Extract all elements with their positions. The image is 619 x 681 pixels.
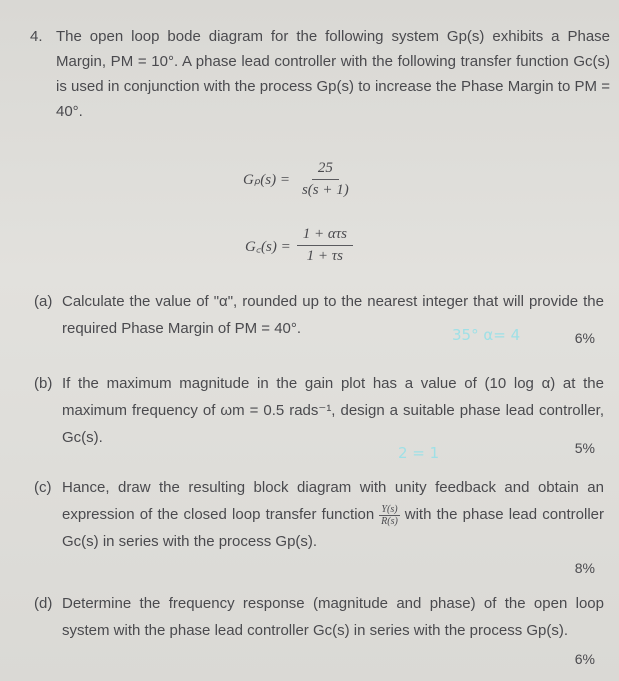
part-a-handwriting: 35° α= 4 xyxy=(452,326,521,344)
part-b-text: If the maximum magnitude in the gain plot has a value of (10 log α) at the maximum frequency of ωm = 0.5 rads⁻¹, design a suitable phase lead controller, Gc(s). xyxy=(62,375,604,446)
equation-gp-denominator: s(s + 1) xyxy=(301,182,349,198)
part-c-mark: 8% xyxy=(574,560,595,576)
closed-loop-numerator: Y(s) xyxy=(381,503,398,515)
part-c-label: (c) xyxy=(34,479,52,496)
closed-loop-denominator: R(s) xyxy=(381,515,398,527)
part-b-mark: 5% xyxy=(574,440,595,456)
question-4 xyxy=(30,24,610,124)
part-d-label: (d) xyxy=(34,595,53,612)
equation-gc-numerator: 1 + ατs xyxy=(297,226,353,246)
part-a-mark: 6% xyxy=(574,330,595,346)
part-c-text xyxy=(62,474,604,555)
part-c-text-before: Hance, draw the resulting block diagram with unity feedback and obtain an expression of the closed loop transfer function xyxy=(62,479,604,523)
part-d-mark: 6% xyxy=(574,651,595,667)
closed-loop-fraction xyxy=(379,504,399,527)
part-a-label: (a) xyxy=(34,293,53,310)
equation-gc-fraction xyxy=(297,226,353,265)
part-d xyxy=(34,590,604,644)
question-number: 4. xyxy=(30,28,43,45)
equation-gp-numerator: 25 xyxy=(312,160,339,180)
part-c-text-after: with the phase lead controller Gc(s) in series with the process Gp(s). xyxy=(62,506,604,550)
part-b xyxy=(34,370,604,451)
part-b-label: (b) xyxy=(34,375,53,392)
part-d-text: Determine the frequency response (magnitude and phase) of the open loop system with the phase lead controller Gc(s) in series with the process Gp(s). xyxy=(62,595,604,639)
equation-gp-lhs: Gₚ(s) = xyxy=(243,172,290,188)
part-a-text: Calculate the value of "α", rounded up to the nearest integer that will provide the required Phase Margin of PM = 40°. xyxy=(62,293,604,337)
equation-gp xyxy=(243,160,355,199)
equation-gc-denominator: 1 + τs xyxy=(306,248,343,264)
part-b-handwriting: 2 = 1 xyxy=(398,444,440,462)
question-intro: The open loop bode diagram for the following system Gp(s) exhibits a Phase Margin, PM = 10°. A phase lead controller with the following transfer function Gc(s) is used in conjunction with the process Gp(s) to increase the Phase Margin to PM = 40°. xyxy=(56,28,610,120)
part-c xyxy=(34,474,604,555)
equation-gc-lhs: G꜀(s) = xyxy=(245,238,291,255)
equation-gc xyxy=(245,226,353,265)
equation-gp-fraction xyxy=(296,160,355,199)
